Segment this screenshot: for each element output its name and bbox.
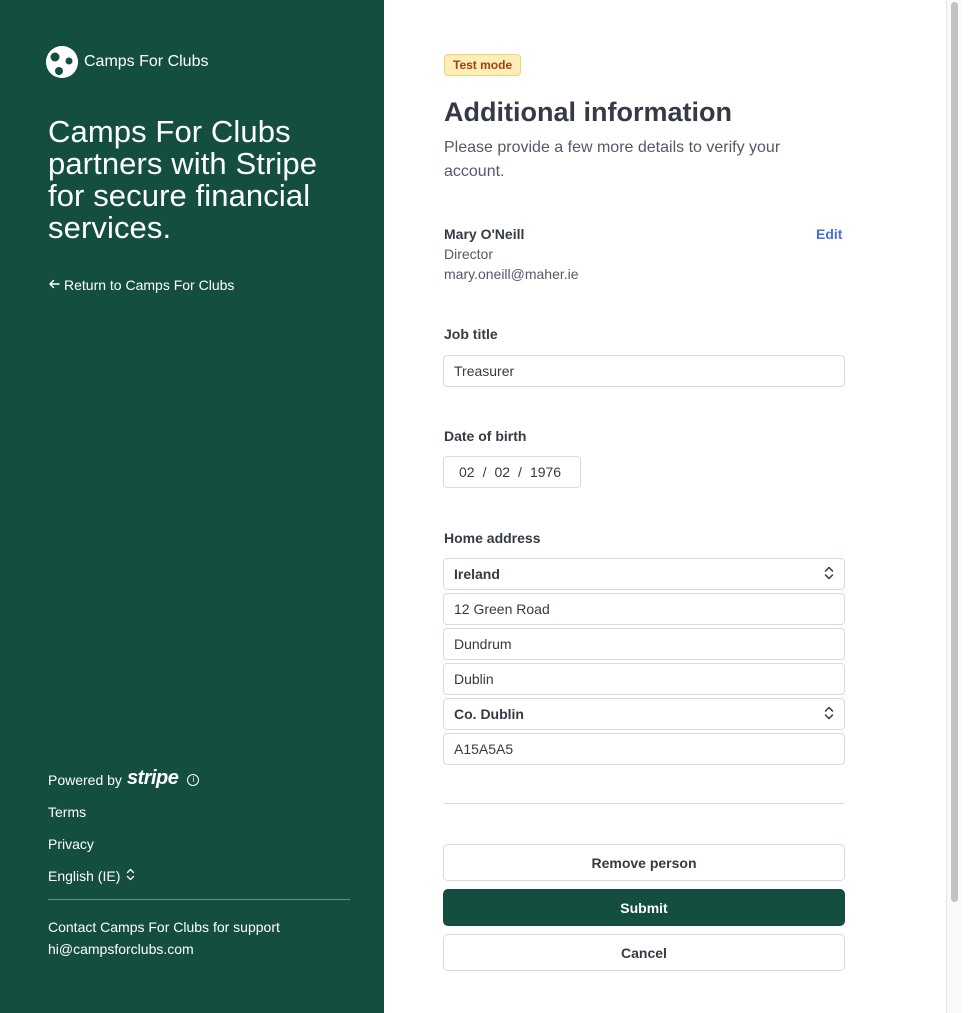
remove-person-button[interactable]: Remove person	[443, 844, 845, 881]
dob-separator: /	[482, 464, 487, 480]
arrow-left-icon	[48, 277, 60, 293]
brand	[46, 46, 208, 78]
form-divider	[444, 803, 844, 804]
powered-by-label: Powered by	[48, 772, 122, 788]
cancel-button[interactable]: Cancel	[443, 934, 845, 971]
dob-month-input[interactable]: 02	[494, 464, 511, 480]
chevron-up-down-icon	[126, 868, 135, 884]
info-icon[interactable]: i	[187, 774, 199, 786]
job-title-label: Job title	[444, 326, 498, 342]
test-mode-badge: Test mode	[444, 54, 521, 76]
page-subtitle: Please provide a few more details to verify your account.	[444, 139, 781, 180]
chevron-up-down-icon	[824, 566, 834, 583]
dob-year-input[interactable]: 1976	[529, 464, 562, 480]
brand-logo-icon	[46, 46, 78, 78]
dob-label: Date of birth	[444, 428, 527, 444]
support-email-link[interactable]: hi@campsforclubs.com	[48, 941, 194, 957]
county-value: Co. Dublin	[454, 706, 524, 722]
support-text: Contact Camps For Clubs for support	[48, 919, 280, 935]
terms-link[interactable]: Terms	[48, 804, 87, 820]
language-selector[interactable]	[48, 868, 135, 884]
powered-by	[48, 767, 199, 790]
brand-name: Camps For Clubs	[84, 53, 209, 70]
home-address-label: Home address	[444, 530, 541, 546]
postcode-input[interactable]	[443, 733, 845, 765]
main-panel	[384, 0, 946, 1013]
address-line2-input[interactable]	[443, 628, 845, 660]
sidebar-headline: Camps For Clubs partners with Stripe for secure financial services.	[48, 114, 318, 245]
country-value: Ireland	[454, 566, 500, 582]
dob-separator: /	[518, 464, 522, 480]
page-title: Additional information	[444, 97, 732, 127]
return-link-label: Return to Camps For Clubs	[64, 277, 235, 293]
person-name: Mary O'Neill	[444, 226, 525, 242]
county-select[interactable]	[443, 698, 845, 730]
sidebar-divider	[48, 899, 350, 900]
stripe-logo[interactable]: stripe	[126, 767, 179, 789]
chevron-up-down-icon	[824, 706, 834, 723]
return-link[interactable]	[48, 277, 234, 293]
sidebar	[0, 0, 384, 1013]
support-block	[48, 916, 280, 960]
scrollbar[interactable]	[946, 0, 961, 1013]
dob-day-input[interactable]: 02	[459, 464, 475, 480]
person-role: Director	[444, 246, 494, 262]
job-title-input[interactable]	[443, 355, 845, 387]
scrollbar-thumb[interactable]	[951, 2, 958, 902]
language-label: English (IE)	[48, 868, 121, 884]
submit-button[interactable]: Submit	[443, 889, 845, 926]
city-input[interactable]	[443, 663, 845, 695]
person-email: mary.oneill@maher.ie	[444, 266, 579, 282]
privacy-link[interactable]: Privacy	[48, 836, 94, 852]
address-line1-input[interactable]	[443, 593, 845, 625]
dob-field[interactable]	[443, 456, 581, 488]
country-select[interactable]	[443, 558, 845, 590]
edit-person-link[interactable]: Edit	[816, 226, 843, 242]
